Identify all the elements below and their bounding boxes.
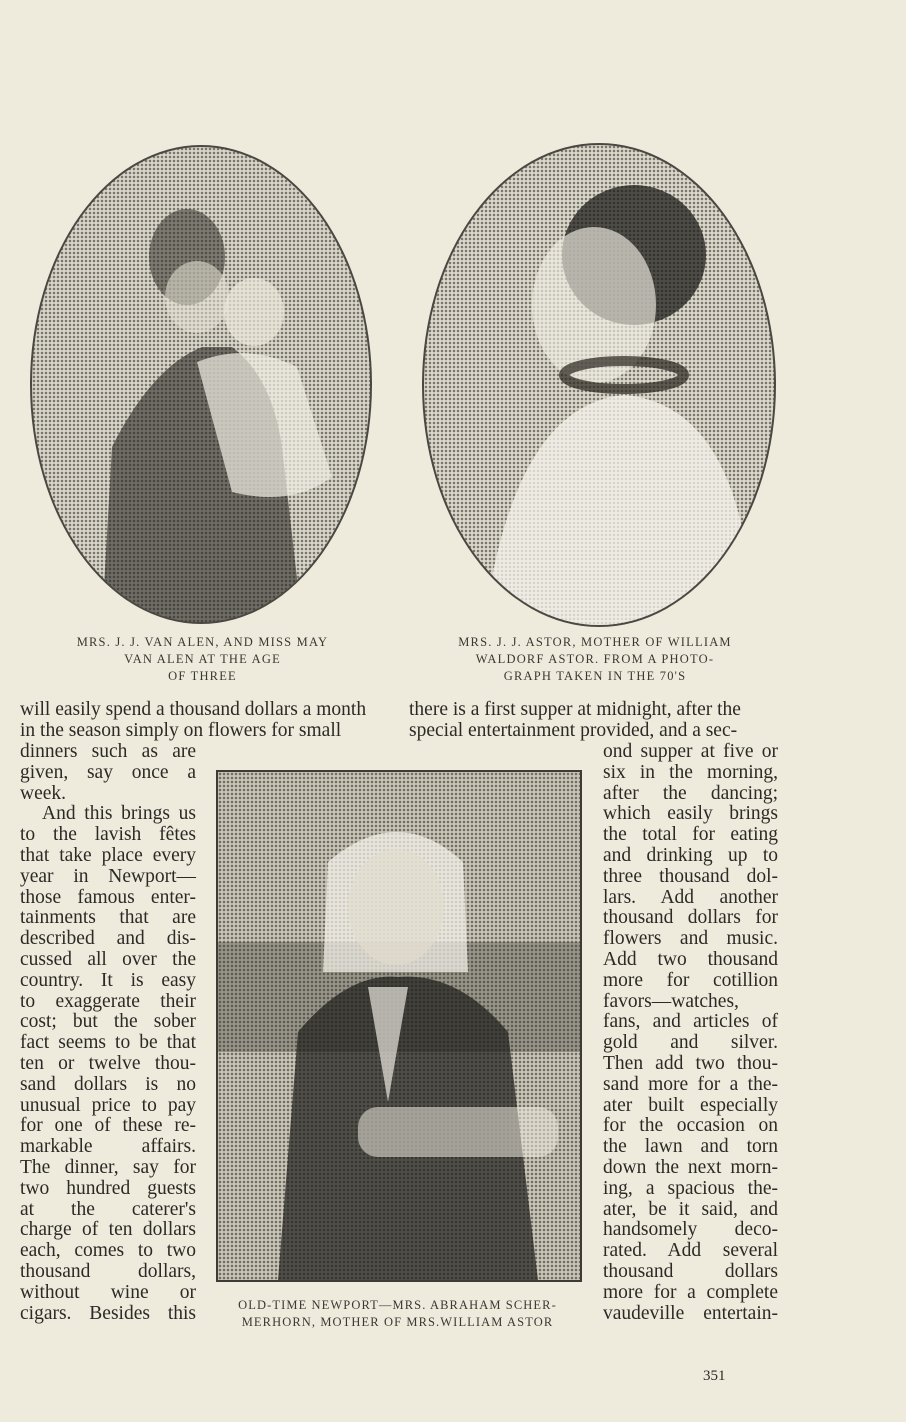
caption-line: GRAPH TAKEN IN THE 70'S [503, 669, 687, 683]
text-line: without wine or [20, 1281, 196, 1303]
text-line: week. [20, 782, 67, 804]
text-line: Add two thousand [603, 948, 778, 970]
right-column [603, 742, 778, 1324]
text-line: cussed all over the [20, 948, 196, 970]
text-line: sand more for a the- [603, 1073, 778, 1095]
text-line: handsomely deco- [603, 1219, 778, 1241]
text-line: more for cotillion [603, 969, 778, 991]
text-line: the lawn and torn [603, 1136, 778, 1158]
text-line: tainments that are [20, 907, 196, 929]
text-line: each, comes to two [20, 1240, 196, 1262]
text-line: Then add two thou- [603, 1052, 778, 1074]
left-column [20, 742, 196, 1324]
caption-van-alen [30, 634, 375, 685]
text-line: favors—watches, [603, 990, 739, 1012]
text-line: will easily spend a thousand dollars a month [20, 699, 367, 720]
caption-line: OF THREE [168, 669, 237, 683]
text-line: two hundred guests [20, 1177, 196, 1199]
caption-line: WALDORF ASTOR. FROM A PHOTO- [475, 652, 715, 666]
text-line: year in Newport— [20, 865, 196, 887]
text-line: gold and silver. [603, 1032, 778, 1054]
caption-schermerhorn [205, 1297, 590, 1331]
text-line: flowers and music. [603, 928, 778, 950]
text-line: rated. Add several [603, 1240, 778, 1262]
text-line: that take place every [20, 844, 196, 866]
text-line: lars. Add another [603, 886, 778, 908]
text-line: unusual price to pay [20, 1094, 196, 1116]
text-line: thousand dollars, [20, 1260, 196, 1282]
text-line: ater built especially [603, 1094, 778, 1116]
caption-line: OLD-TIME NEWPORT—MRS. ABRAHAM SCHER- [238, 1298, 557, 1312]
text-line: described and dis- [20, 928, 196, 950]
text-line: to exaggerate their [20, 990, 196, 1012]
text-line: and drinking up to [603, 844, 778, 866]
text-line: markable affairs. [20, 1136, 196, 1158]
text-line: charge of ten dollars [20, 1219, 196, 1241]
page-number: 351 [703, 1368, 726, 1384]
photo-astor [422, 143, 776, 627]
photo-van-alen [30, 145, 372, 624]
photo-schermerhorn [216, 770, 582, 1282]
text-line: three thousand dol- [603, 865, 778, 887]
text-line: there is a first supper at midnight, after the [409, 699, 741, 720]
caption-line: MRS. J. J. VAN ALEN, AND MISS MAY [76, 635, 329, 649]
text-line: for one of these re- [20, 1115, 196, 1137]
text-line: And this brings us [42, 803, 196, 825]
text-line: cost; but the sober [20, 1011, 196, 1033]
text-line: thousand dollars for [603, 907, 778, 929]
caption-line: MRS. J. J. ASTOR, MOTHER OF WILLIAM [458, 635, 732, 649]
text-line: those famous enter- [20, 886, 196, 908]
text-line: country. It is easy [20, 969, 196, 991]
text-line: after the dancing; [603, 782, 778, 804]
text-line: dinners such as are [20, 741, 196, 762]
text-line: more for a complete [603, 1281, 778, 1303]
text-line: cigars. Besides this [20, 1302, 196, 1324]
caption-line: MERHORN, MOTHER OF MRS.WILLIAM ASTOR [241, 1315, 554, 1329]
text-line: ing, a spacious the- [603, 1177, 778, 1199]
photo-schermerhorn-figure [218, 772, 580, 1280]
text-line: the total for eating [603, 824, 778, 846]
text-line: The dinner, say for [20, 1156, 196, 1178]
text-line: in the season simply on flowers for small [20, 719, 342, 741]
text-line: fans, and articles of [603, 1011, 778, 1033]
text-line: thousand dollars [603, 1260, 778, 1282]
caption-astor [410, 634, 780, 685]
text-line: six in the morning, [603, 761, 778, 783]
text-line: fact seems to be that [20, 1032, 196, 1054]
text-line: for the occasion on [603, 1115, 778, 1137]
left-top-text [20, 700, 388, 742]
text-line: down the next morn- [603, 1156, 778, 1178]
text-line: ten or twelve thou- [20, 1052, 196, 1074]
photo-astor-figure [424, 145, 774, 625]
caption-line: VAN ALEN AT THE AGE [124, 652, 281, 666]
text-line: special entertainment provided, and a sec- [409, 719, 738, 741]
text-line: which easily brings [603, 803, 778, 825]
text-line: given, say once a [20, 761, 196, 783]
text-line: sand dollars is no [20, 1073, 196, 1095]
text-line: ond supper at five or [603, 741, 778, 762]
text-line: ater, be it said, and [603, 1198, 778, 1220]
text-line: at the caterer's [20, 1198, 196, 1220]
photo-van-alen-figure [32, 147, 370, 622]
text-line: to the lavish fêtes [20, 824, 196, 846]
right-top-text [409, 700, 779, 742]
text-line: vaudeville entertain- [603, 1302, 778, 1324]
